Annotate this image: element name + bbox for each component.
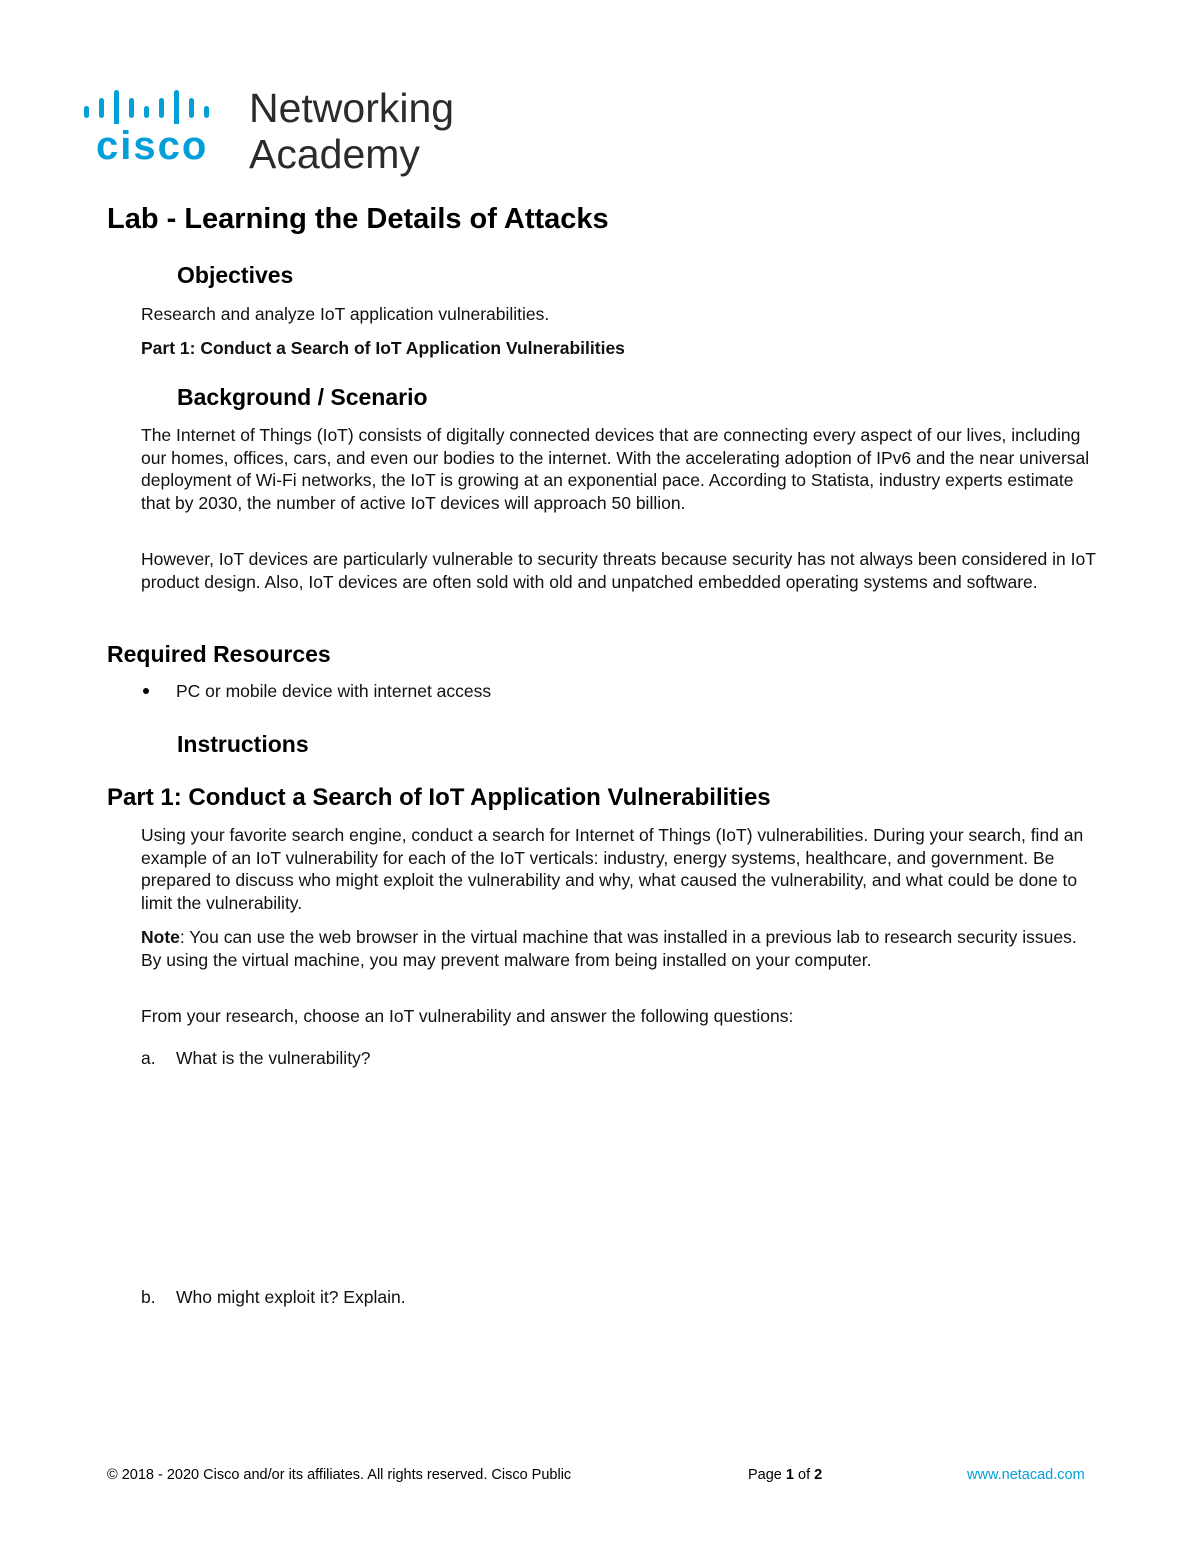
background-paragraph-2: However, IoT devices are particularly vulnerable to security threats because security has not always been considered in IoT product design. Also, IoT devices are often sold with old and unpatched embedded operating systems and software.	[141, 549, 1096, 592]
footer-website-link[interactable]: www.netacad.com	[967, 1467, 1085, 1483]
note-label: Note	[141, 927, 180, 947]
question-a-marker: a.	[141, 1048, 156, 1068]
bullet-icon	[143, 688, 149, 694]
objectives-heading: Objectives	[177, 262, 294, 288]
part1-paragraph-3: From your research, choose an IoT vulnerability and answer the following questions:	[141, 1006, 794, 1026]
question-b-text: Who might exploit it? Explain.	[176, 1287, 406, 1307]
page-prefix: Page	[748, 1467, 786, 1483]
logo-academy-text: Academy	[249, 131, 420, 177]
page-total: 2	[814, 1467, 823, 1483]
cisco-networking-academy-logo	[84, 86, 484, 178]
instructions-heading: Instructions	[177, 731, 309, 757]
question-a-text: What is the vulnerability?	[176, 1048, 371, 1068]
part1-heading: Part 1: Conduct a Search of IoT Application Vulnerabilities	[107, 784, 771, 811]
footer-page-number	[748, 1465, 822, 1485]
page-current: 1	[785, 1467, 794, 1483]
resources-heading: Required Resources	[107, 641, 331, 667]
part1-paragraph-1: Using your favorite search engine, conduct a search for Internet of Things (IoT) vulnerabilities. During your search, find an example of an IoT vulnerability for each of the IoT verticals: industry, energy systems, healthcare, and government. Be prepared to discuss who might exploit the vulnerability and why, what caused the vulnerability, and what could be done to limit the vulnerability.	[141, 825, 1084, 913]
background-heading: Background / Scenario	[177, 384, 428, 410]
cisco-wordmark: cisco	[96, 124, 209, 168]
objectives-text: Research and analyze IoT application vulnerabilities.	[141, 304, 550, 324]
background-paragraph-1: The Internet of Things (IoT) consists of digitally connected devices that are connecting every aspect of our lives, including our homes, offices, cars, and even our bodies to the internet. With the accelerating adoption of IPv6 and the near universal deployment of Wi-Fi networks, the IoT is growing at an exponential pace. According to Statista, industry experts estimate that by 2030, the number of active IoT devices will approach 50 billion.	[141, 425, 1090, 513]
note-text: : You can use the web browser in the virtual machine that was installed in a previous lab to research security issues. By using the virtual machine, you may prevent malware from being installed on your computer.	[141, 927, 1077, 970]
part1-note	[141, 926, 1101, 971]
cisco-bars-icon	[84, 90, 234, 124]
page-of: of	[793, 1467, 815, 1483]
footer-copyright: © 2018 - 2020 Cisco and/or its affiliates. All rights reserved. Cisco Public	[107, 1467, 572, 1483]
resources-item: PC or mobile device with internet access	[176, 681, 492, 701]
question-b-marker: b.	[141, 1287, 156, 1307]
logo-networking-text: Networking	[249, 85, 455, 131]
objectives-part1: Part 1: Conduct a Search of IoT Application Vulnerabilities	[141, 338, 625, 358]
page-title: Lab - Learning the Details of Attacks	[107, 203, 609, 235]
